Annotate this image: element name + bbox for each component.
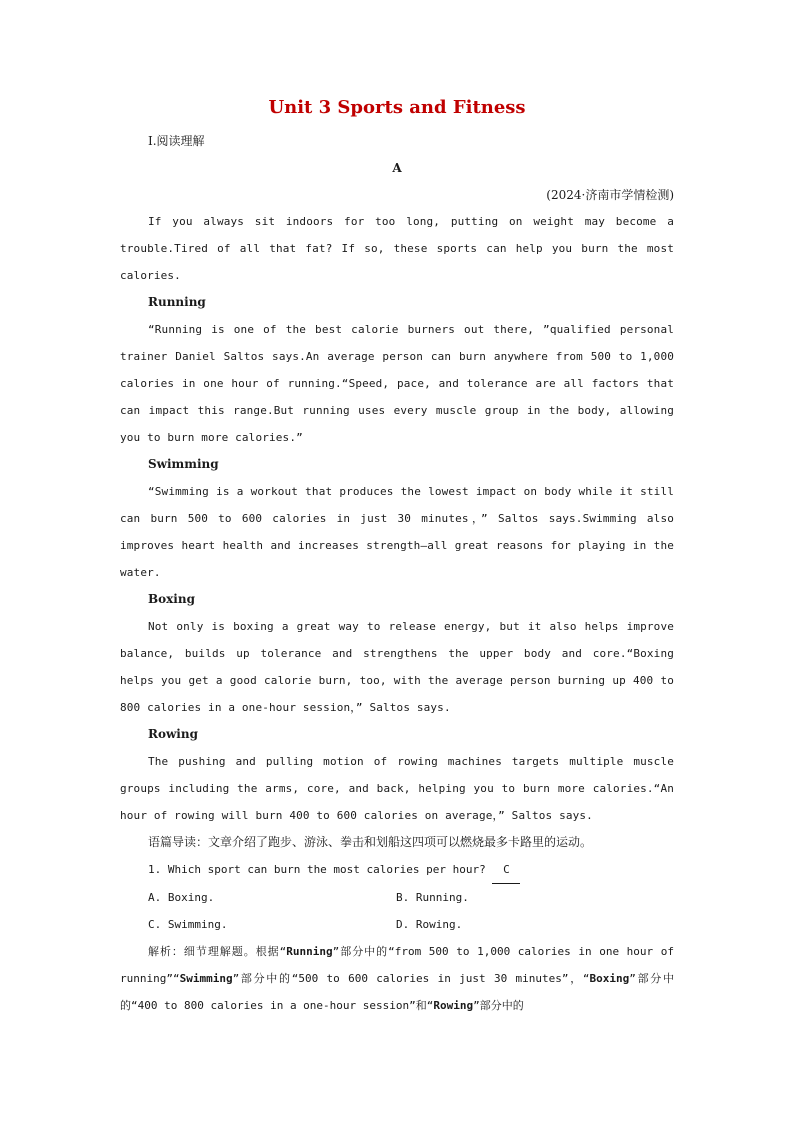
section-heading-rowing: Rowing bbox=[148, 727, 198, 741]
section-label: Ⅰ.阅读理解 bbox=[148, 134, 205, 148]
section-heading-swimming: Swimming bbox=[148, 457, 219, 471]
option-c: C. Swimming. bbox=[148, 918, 228, 931]
option-a: A. Boxing. bbox=[148, 891, 215, 904]
analysis-part: ”部分中的 bbox=[473, 999, 524, 1012]
analysis-keyword: Boxing bbox=[589, 972, 630, 985]
analysis-part: ”部分中的“from 500 to 1,000 calories in one hour of running”“ bbox=[120, 945, 674, 985]
source-note: (2024·济南市学情检测) bbox=[546, 188, 674, 202]
section-text-swimming: “Swimming is a workout that produces the lowest impact on body while it still can burn 500 to 600 calories in just 30 minutes，” Saltos says.Swimming also improves heart health and increases strength—all great reasons for playing in the water. bbox=[120, 485, 674, 579]
intro-paragraph: If you always sit indoors for too long, putting on weight may become a trouble.Tired of all that fat? If so, these sports can help you burn the most calories. bbox=[120, 215, 674, 282]
option-d: D. Rowing. bbox=[396, 918, 463, 931]
analysis-keyword: Running bbox=[286, 945, 333, 958]
passage-letter: A bbox=[392, 161, 402, 175]
analysis-part: ”部分中的“400 to 800 calories in a one-hour session”和“ bbox=[120, 972, 674, 1012]
section-heading-running: Running bbox=[148, 295, 206, 309]
option-b: B. Running. bbox=[396, 891, 469, 904]
analysis-part: ”部分中的“500 to 600 calories in just 30 minutes”，“ bbox=[232, 972, 590, 985]
question-text: 1. Which sport can burn the most calories per hour? bbox=[148, 863, 486, 876]
section-text-rowing: The pushing and pulling motion of rowing machines targets multiple muscle groups including the arms, core, and back, helping you to burn more calories.“An hour of rowing will burn 400 to 600 calories on average，” Saltos says. bbox=[120, 755, 674, 822]
analysis-keyword: Swimming bbox=[179, 972, 233, 985]
options-row-2 bbox=[120, 911, 674, 938]
passage-guide: 语篇导读：文章介绍了跑步、游泳、拳击和划船这四项可以燃烧最多卡路里的运动。 bbox=[148, 835, 593, 849]
options-row-1 bbox=[120, 884, 674, 911]
section-text-boxing: Not only is boxing a great way to release energy, but it also helps improve balance, builds up tolerance and strengthens the upper body and core.“Boxing helps you get a good calorie burn, too, with the average person burning up 400 to 800 calories in a one-hour session，” Saltos says. bbox=[120, 620, 674, 714]
page-title: Unit 3 Sports and Fitness bbox=[268, 97, 526, 118]
question-1 bbox=[120, 856, 674, 884]
section-text-running: “Running is one of the best calorie burners out there, ”qualified personal trainer Daniel Saltos says.An average person can burn anywhere from 500 to 1,000 calories in one hour of running.“Speed, pace, and tolerance are all factors that can impact this range.But running uses every muscle group in the body, allowing you to burn more calories.” bbox=[120, 323, 674, 444]
analysis-paragraph bbox=[120, 938, 674, 1019]
answer-blank: C bbox=[492, 856, 520, 884]
analysis-keyword: Rowing bbox=[433, 999, 474, 1012]
section-heading-boxing: Boxing bbox=[148, 592, 195, 606]
content-area bbox=[120, 94, 674, 1019]
analysis-part: 解析：细节理解题。根据“ bbox=[148, 945, 287, 958]
